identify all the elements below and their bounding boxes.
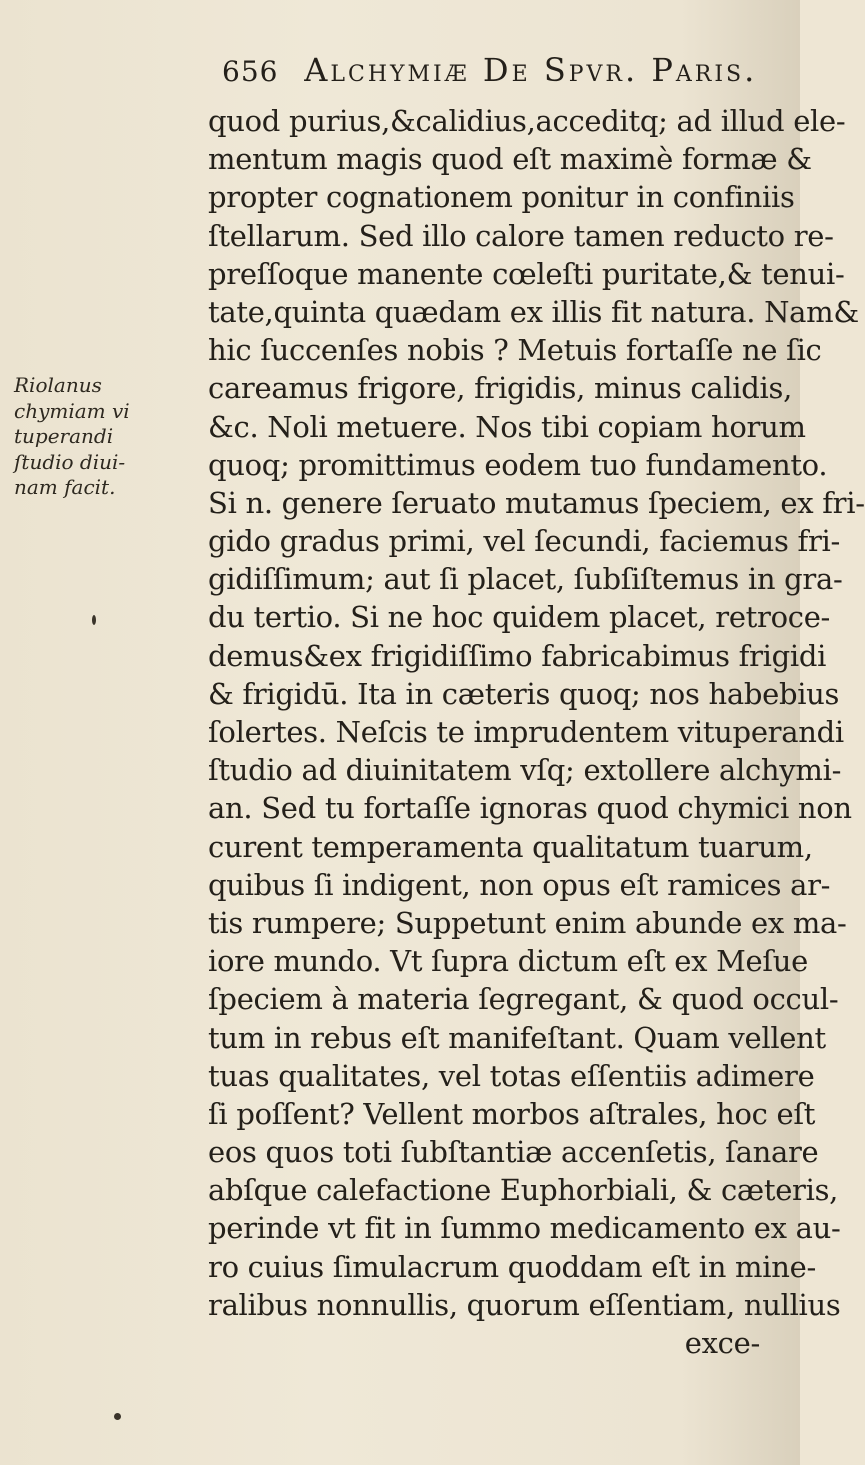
text-line: quod purius,&calidius,acceditq; ad illud ele- [208,104,846,138]
text-line: ralibus nonnullis, quorum eſſentiam, nullius [208,1287,841,1322]
text-line: Si n. genere ſeruato mutamus ſpeciem, ex fri- [208,485,865,520]
ink-speck [114,1413,121,1420]
text-line: ro cuius ſimulacrum quoddam eſt in mine- [208,1249,816,1284]
text-line: & frigidū. Ita in cæteris quoq; nos habebius [208,676,840,711]
text-line: an. Sed tu fortaſſe ignoras quod chymici non [208,791,852,826]
margin-note-line: tuperandi [14,424,114,448]
text-line: tuas qualitates, vel totas eſſentiis adimere [208,1058,815,1093]
text-line: tate,quinta quædam ex illis fit natura. Nam& [208,294,859,329]
text-line: perinde vt fit in ſummo medicamento ex au- [208,1211,841,1246]
text-line: tum in rebus eſt manifeſtant. Quam vellent [208,1020,826,1055]
body-text [208,102,865,1362]
text-line: gidiſſimum; aut ſi placet, ſubſiſtemus in gra- [208,562,843,597]
text-line: preſſoque manente cœleſti puritate,& tenui- [208,256,845,291]
text-line: curent temperamenta qualitatum tuarum, [208,829,813,864]
margin-note-line: chymiam vi [14,398,130,423]
text-line: tis rumpere; Suppetunt enim abunde ex ma- [208,905,847,940]
margin-note-line: nam facit. [14,475,116,499]
text-line: quibus ſi indigent, non opus eſt ramices ar- [208,867,831,902]
text-line: ſpeciem à materia ſegregant, & quod occul- [208,982,839,1017]
text-line: gido gradus primi, vel ſecundi, faciemus fri- [208,524,841,559]
text-line: demus&ex frigidiſſimo fabricabimus frigidi [208,638,827,673]
text-line: du tertio. Si ne hoc quidem placet, retroce- [208,600,831,635]
margin-note [14,373,199,501]
margin-note-line: ſtudio diui- [14,449,126,474]
text-line: propter cognationem ponitur in confiniis [208,180,795,215]
text-line: exce- [684,1326,760,1360]
text-line: iore mundo. Vt ſupra dictum eſt ex Meſue [208,944,809,979]
text-line: careamus frigore, frigidis, minus calidis, [208,371,792,406]
text-line: ſtellarum. Sed illo calore tamen reducto re- [208,218,834,253]
page-number: 656 [222,55,279,88]
text-line: quoq; promittimus eodem tuo fundamento. [208,447,828,482]
ink-speck [92,615,96,625]
text-line: ſolertes. Neſcis te imprudentem vituperandi [208,715,844,749]
margin-note-line: Riolanus [14,373,102,397]
text-line: &c. Noli metuere. Nos tibi copiam horum [208,409,806,444]
page-header [222,50,782,92]
running-title: Alchymiæ De Spvr. Paris. [304,51,758,89]
text-line: hic ſuccenſes nobis ? Metuis fortaſſe ne ſic [208,333,822,368]
text-line: eos quos toti ſubſtantiæ accenſetis, ſanare [208,1135,819,1170]
text-line: ſi poſſent? Vellent morbos aſtrales, hoc eſt [208,1096,816,1131]
text-line: mentum magis quod eſt maximè formæ & [208,142,812,177]
text-line: abſque calefactione Euphorbiali, & cæteris, [208,1173,839,1208]
text-line: ſtudio ad diuinitatem vſq; extollere alchymi- [208,753,842,788]
